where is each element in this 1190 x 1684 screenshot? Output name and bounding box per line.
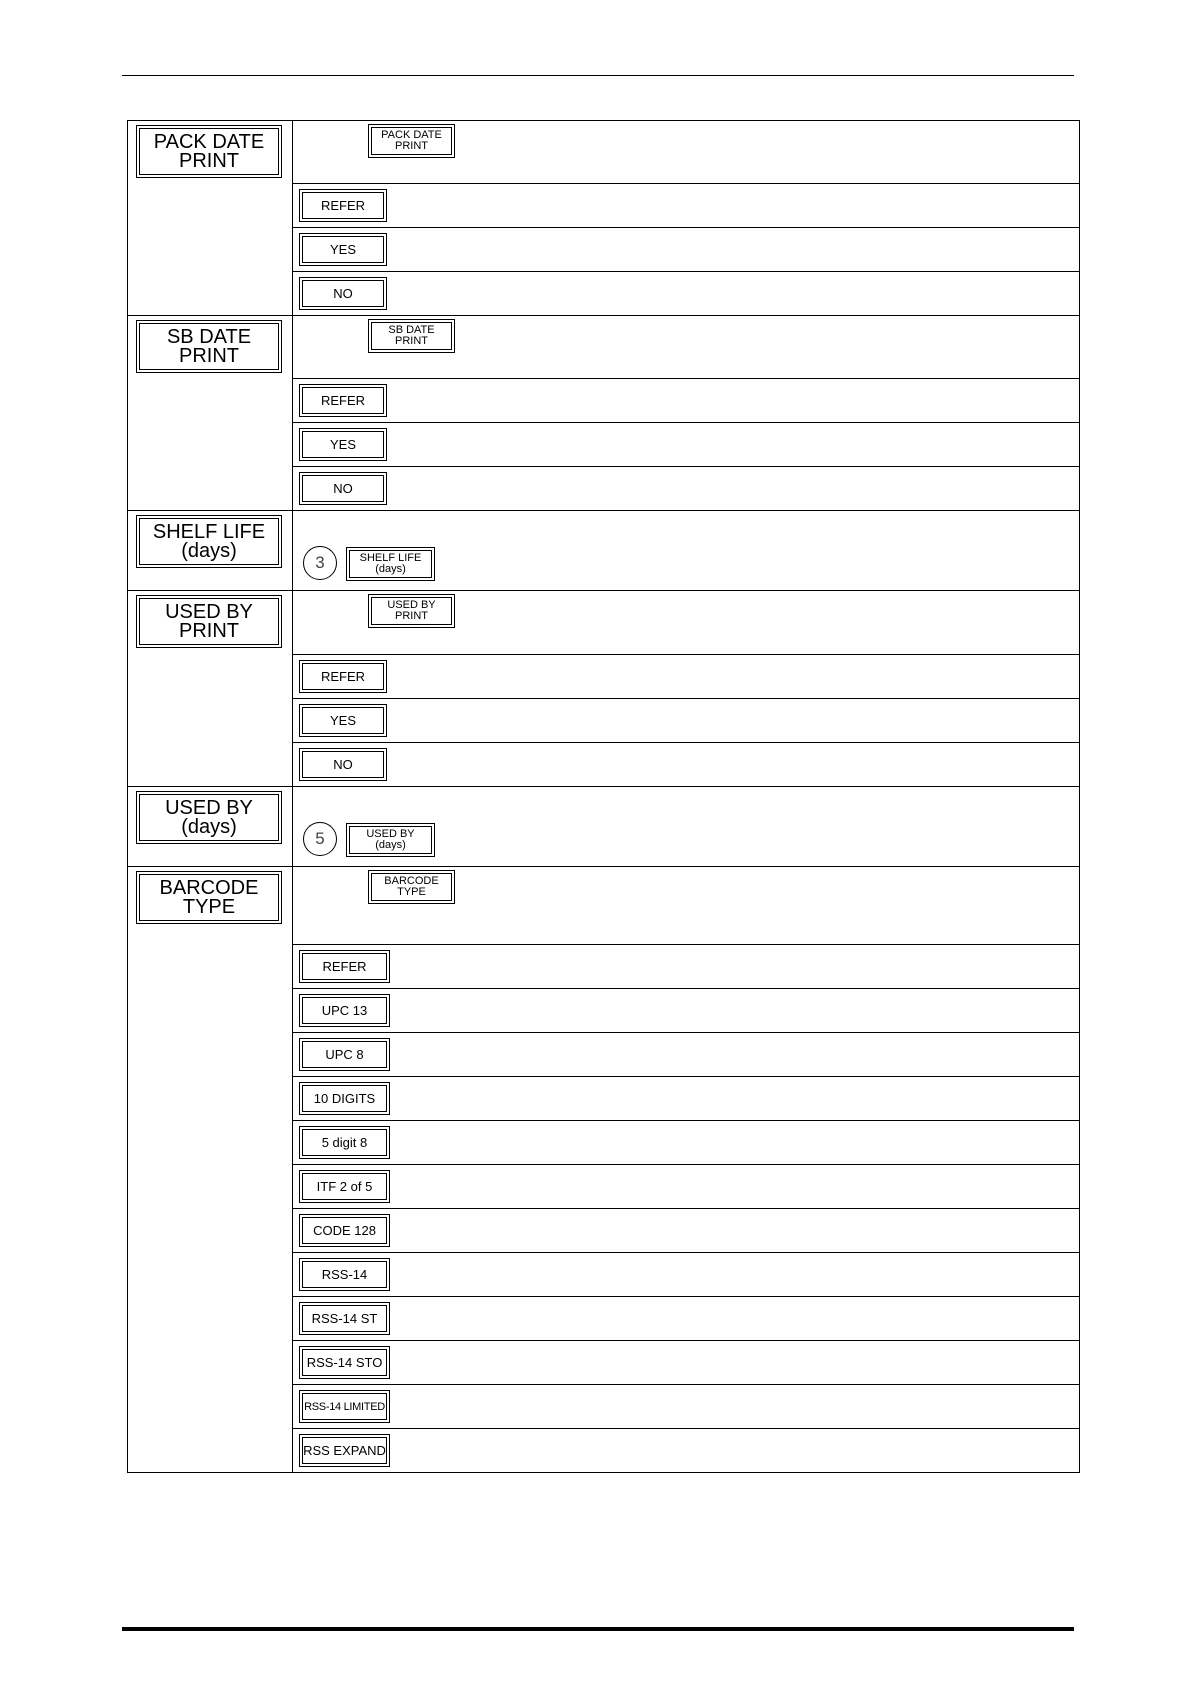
key-reference-table [127, 120, 1080, 1473]
option-key: YES [299, 233, 387, 266]
barcode-option-key: 5 digit 8 [299, 1126, 390, 1159]
used-by-days-key: USED BY (days) [136, 791, 282, 844]
used-by-print-key: USED BY PRINT [136, 595, 282, 648]
barcode-option-key: REFER [299, 950, 390, 983]
shelf-life-key: SHELF LIFE (days) [136, 515, 282, 568]
step-number-circle: 3 [303, 546, 337, 580]
pack-date-print-small-key: PACK DATE PRINT [368, 124, 455, 158]
section-used-by-print [128, 591, 1080, 655]
barcode-option-key: 10 DIGITS [299, 1082, 390, 1115]
option-key: REFER [299, 189, 387, 222]
section-pack-date-print [128, 121, 1080, 184]
barcode-option-key: RSS-14 STO [299, 1346, 390, 1379]
barcode-option-key: CODE 128 [299, 1214, 390, 1247]
used-by-days-small-key: USED BY (days) [346, 823, 435, 857]
barcode-option-key: ITF 2 of 5 [299, 1170, 390, 1203]
barcode-option-key: RSS-14 [299, 1258, 390, 1291]
footer-rule [122, 1627, 1074, 1631]
barcode-option-key: UPC 13 [299, 994, 390, 1027]
shelf-life-small-key: SHELF LIFE (days) [346, 547, 435, 581]
step-number-circle: 5 [303, 822, 337, 856]
barcode-option-key: RSS EXPAND [299, 1434, 390, 1467]
barcode-type-small-key: BARCODE TYPE [368, 870, 455, 904]
barcode-option-key: RSS-14 ST [299, 1302, 390, 1335]
used-by-print-small-key: USED BY PRINT [368, 594, 455, 628]
option-key: REFER [299, 384, 387, 417]
header-rule [122, 75, 1074, 76]
section-shelf-life [128, 511, 1080, 591]
option-key: YES [299, 428, 387, 461]
section-barcode-type [128, 867, 1080, 945]
barcode-option-key: UPC 8 [299, 1038, 390, 1071]
barcode-option-key: RSS-14 LIMITED [299, 1390, 390, 1423]
option-key: NO [299, 472, 387, 505]
section-used-by-days [128, 787, 1080, 867]
option-key: YES [299, 704, 387, 737]
sb-date-print-key: SB DATE PRINT [136, 320, 282, 373]
option-key: NO [299, 748, 387, 781]
sb-date-print-small-key: SB DATE PRINT [368, 319, 455, 353]
option-key: REFER [299, 660, 387, 693]
option-key: NO [299, 277, 387, 310]
barcode-type-key: BARCODE TYPE [136, 871, 282, 924]
section-sb-date-print [128, 316, 1080, 379]
pack-date-print-key: PACK DATE PRINT [136, 125, 282, 178]
